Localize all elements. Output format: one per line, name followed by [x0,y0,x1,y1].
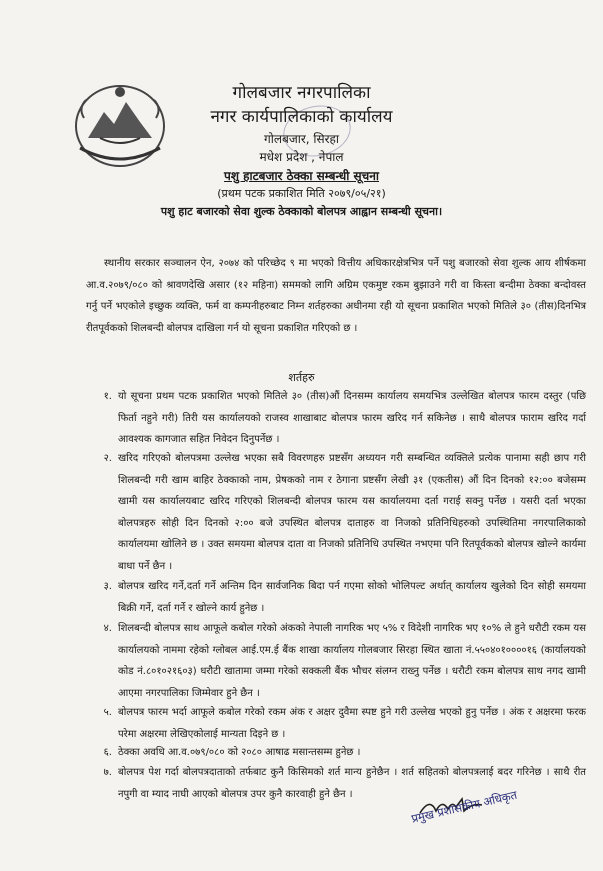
condition-text: ठेक्का अवधि आ.व.०७९/०८० को २०८० आषाढ मसान्तसम्म हुनेछ । [118,747,361,758]
condition-number: ५. [103,707,112,718]
officer-stamp: प्रमुख प्रशासकीय अधिकृत [410,787,519,826]
condition-item [86,386,586,451]
publish-date: (प्रथम पटक प्रकाशित मिति २०७९/०५/२१) [217,187,386,200]
intro-paragraph: स्थानीय सरकार सञ्चालन ऐन, २०७४ को परिच्छेद ९ मा भएको वित्तीय अधिकारक्षेत्रभित्र पर्ने पशु बजारको सेवा शुल्क आय शीर्षकमा आ.व.२०७९/०८० को श्रावणदेखि असार (१२ महिना) सममको लागि अग्रिम एकमुष्ट रकम बुझाउने गरी वा किस्ता बन्दीमा ठेक्का बन्दोवस्त गर्नु पर्ने भएकोले इच्छुक व्यक्ति, फर्म वा कम्पनीहरुबाट निम्न शर्तहरुका अधीनमा रही यो सूचना प्रकाशित भएको मितिले ३० (तीस)दिनभित्र रीतपूर्वकको शिलबन्दी बोलपत्र दाखिला गर्न यो सूचना प्रकाशित गरिएको छ । [86,258,586,334]
condition-text: बोलपत्र पेश गर्दा बोलपत्रदाताको तर्फबाट कुनै किसिमको शर्त मान्य हुनेछैन । शर्त सहितको बोलपत्रलाई बदर गरिनेछ । साथै रीत नपुगी वा म्याद नाघी आएको बोलपत्र उपर कुनै कारवाही हुने छैन । [118,767,586,800]
office-address: गोलबजार, सिरहा [263,132,339,146]
condition-text: शिलबन्दी बोलपत्र साथ आफूले कबोल गरेको अंकको नेपाली नागरिक भए ५% र विदेशी नागरिक भए १०% ले हुने धरौटी रकम यस कार्यालयको नाममा रहेको ग्लोबल आई.एम.ई बैंक शाखा कार्यालय गोलबजार सिरहा स्थित खाता नं.५५०४०१००००१६ (कार्यालयको कोड नं.८०१०२१६०३) धरौटी खातामा जम्मा गरेको सक्कली बैंक भौचर संलग्न राख्नु पर्नेछ । धरौटी रकम बोलपत्र साथ नगद खामी आएमा नगरपालिका जिम्मेवार हुने छैन । [118,623,586,699]
notice-title: पशु हाटबजार ठेक्का सम्बन्धी सूचना [224,169,379,183]
condition-number: १. [103,391,112,402]
office-name: नगर कार्यपालिकाको कार्यालय [210,107,393,127]
condition-item [86,448,586,577]
condition-number: ३. [103,581,112,592]
condition-item [86,618,586,704]
condition-number: ६. [103,747,112,758]
condition-item [86,742,586,764]
condition-number: २. [103,453,112,464]
condition-text: यो सूचना प्रथम पटक प्रकाशित भएको मितिले ३० (तीस)औं दिनसम्म कार्यालय समयभित्र उल्लेखित बोलपत्र फारम दस्तुर (पछि फिर्ता नहुने गरी) तिरी यस कार्यालयको राजस्व शाखाबाट बोलपत्र फारम खरिद गर्न सकिनेछ । साथै बोलपत्र फाराम खरिद गर्दा आवश्यक कागजात सहित निवेदन दिनुपर्नेछ । [118,391,586,445]
condition-number: ७. [103,767,112,778]
province-country: मधेश प्रदेश , नेपाल [259,150,344,164]
notice-subtitle: पशु हाट बजारको सेवा शुल्क ठेक्काको बोलपत्र आह्वान सम्बन्धी सूचना। [160,205,443,218]
condition-text: बोलपत्र खरिद गर्ने,दर्ता गर्ने अन्तिम दिन सार्वजनिक बिदा पर्न गएमा सोको भोलिपल्ट अर्थात् कार्यालय खुलेको दिन सोही समयमा बिक्री गर्ने, दर्ता गर्ने र खोल्ने कार्य हुनेछ । [118,581,586,614]
condition-item [86,576,586,619]
municipality-name: गोलबजार नगरपालिका [232,83,371,103]
condition-text: खरिद गरिएको बोलपत्रमा उल्लेख भएका सबै विवरणहरु प्रष्टसँग अध्ययन गरी सम्बन्धित व्यक्तिले प्रत्येक पानामा सही छाप गरी शिलबन्दी गरी खाम बाहिर ठेक्काको नाम, प्रेषकको नाम र ठेगाना प्रष्टसँग लेखी ३१ (एकतीस) औं दिन दिनको १२:०० बजेसम्म खामी यस कार्यालयबाट खरिद गरिएको शिलबन्दी बोलपत्र फारम यस कार्यालयमा दर्ता गराई सक्नु पर्नेछ । यसरी दर्ता भएका बोलपत्रहरु सोही दिन दिनको २:०० बजे उपस्थित बोलपत्र दाताहरु वा निजको प्रतिनिधिहरुको उपस्थितिमा नगरपालिकाको कार्यालयमा खोलिने छ । उक्त समयमा बोलपत्र दाता वा निजको प्रतिनिधि उपस्थित नभएमा पनि रितपूर्वकको बोलपत्र खोल्ने कार्यमा बाधा पर्ने छैन । [118,453,586,572]
condition-number: ४. [103,623,112,634]
condition-text: बोलपत्र फारम भर्दा आफूले कबोल गरेको रकम अंक र अक्षर दुवैमा स्पष्ट हुने गरी उल्लेख भएको हुनु पर्नेछ । अंक र अक्षरमा फरक परेमा अक्षरमा लेखिएकोलाई मान्यता दिइने छ । [118,707,586,740]
condition-item [86,702,586,745]
conditions-heading: शर्तहरु [288,371,315,384]
